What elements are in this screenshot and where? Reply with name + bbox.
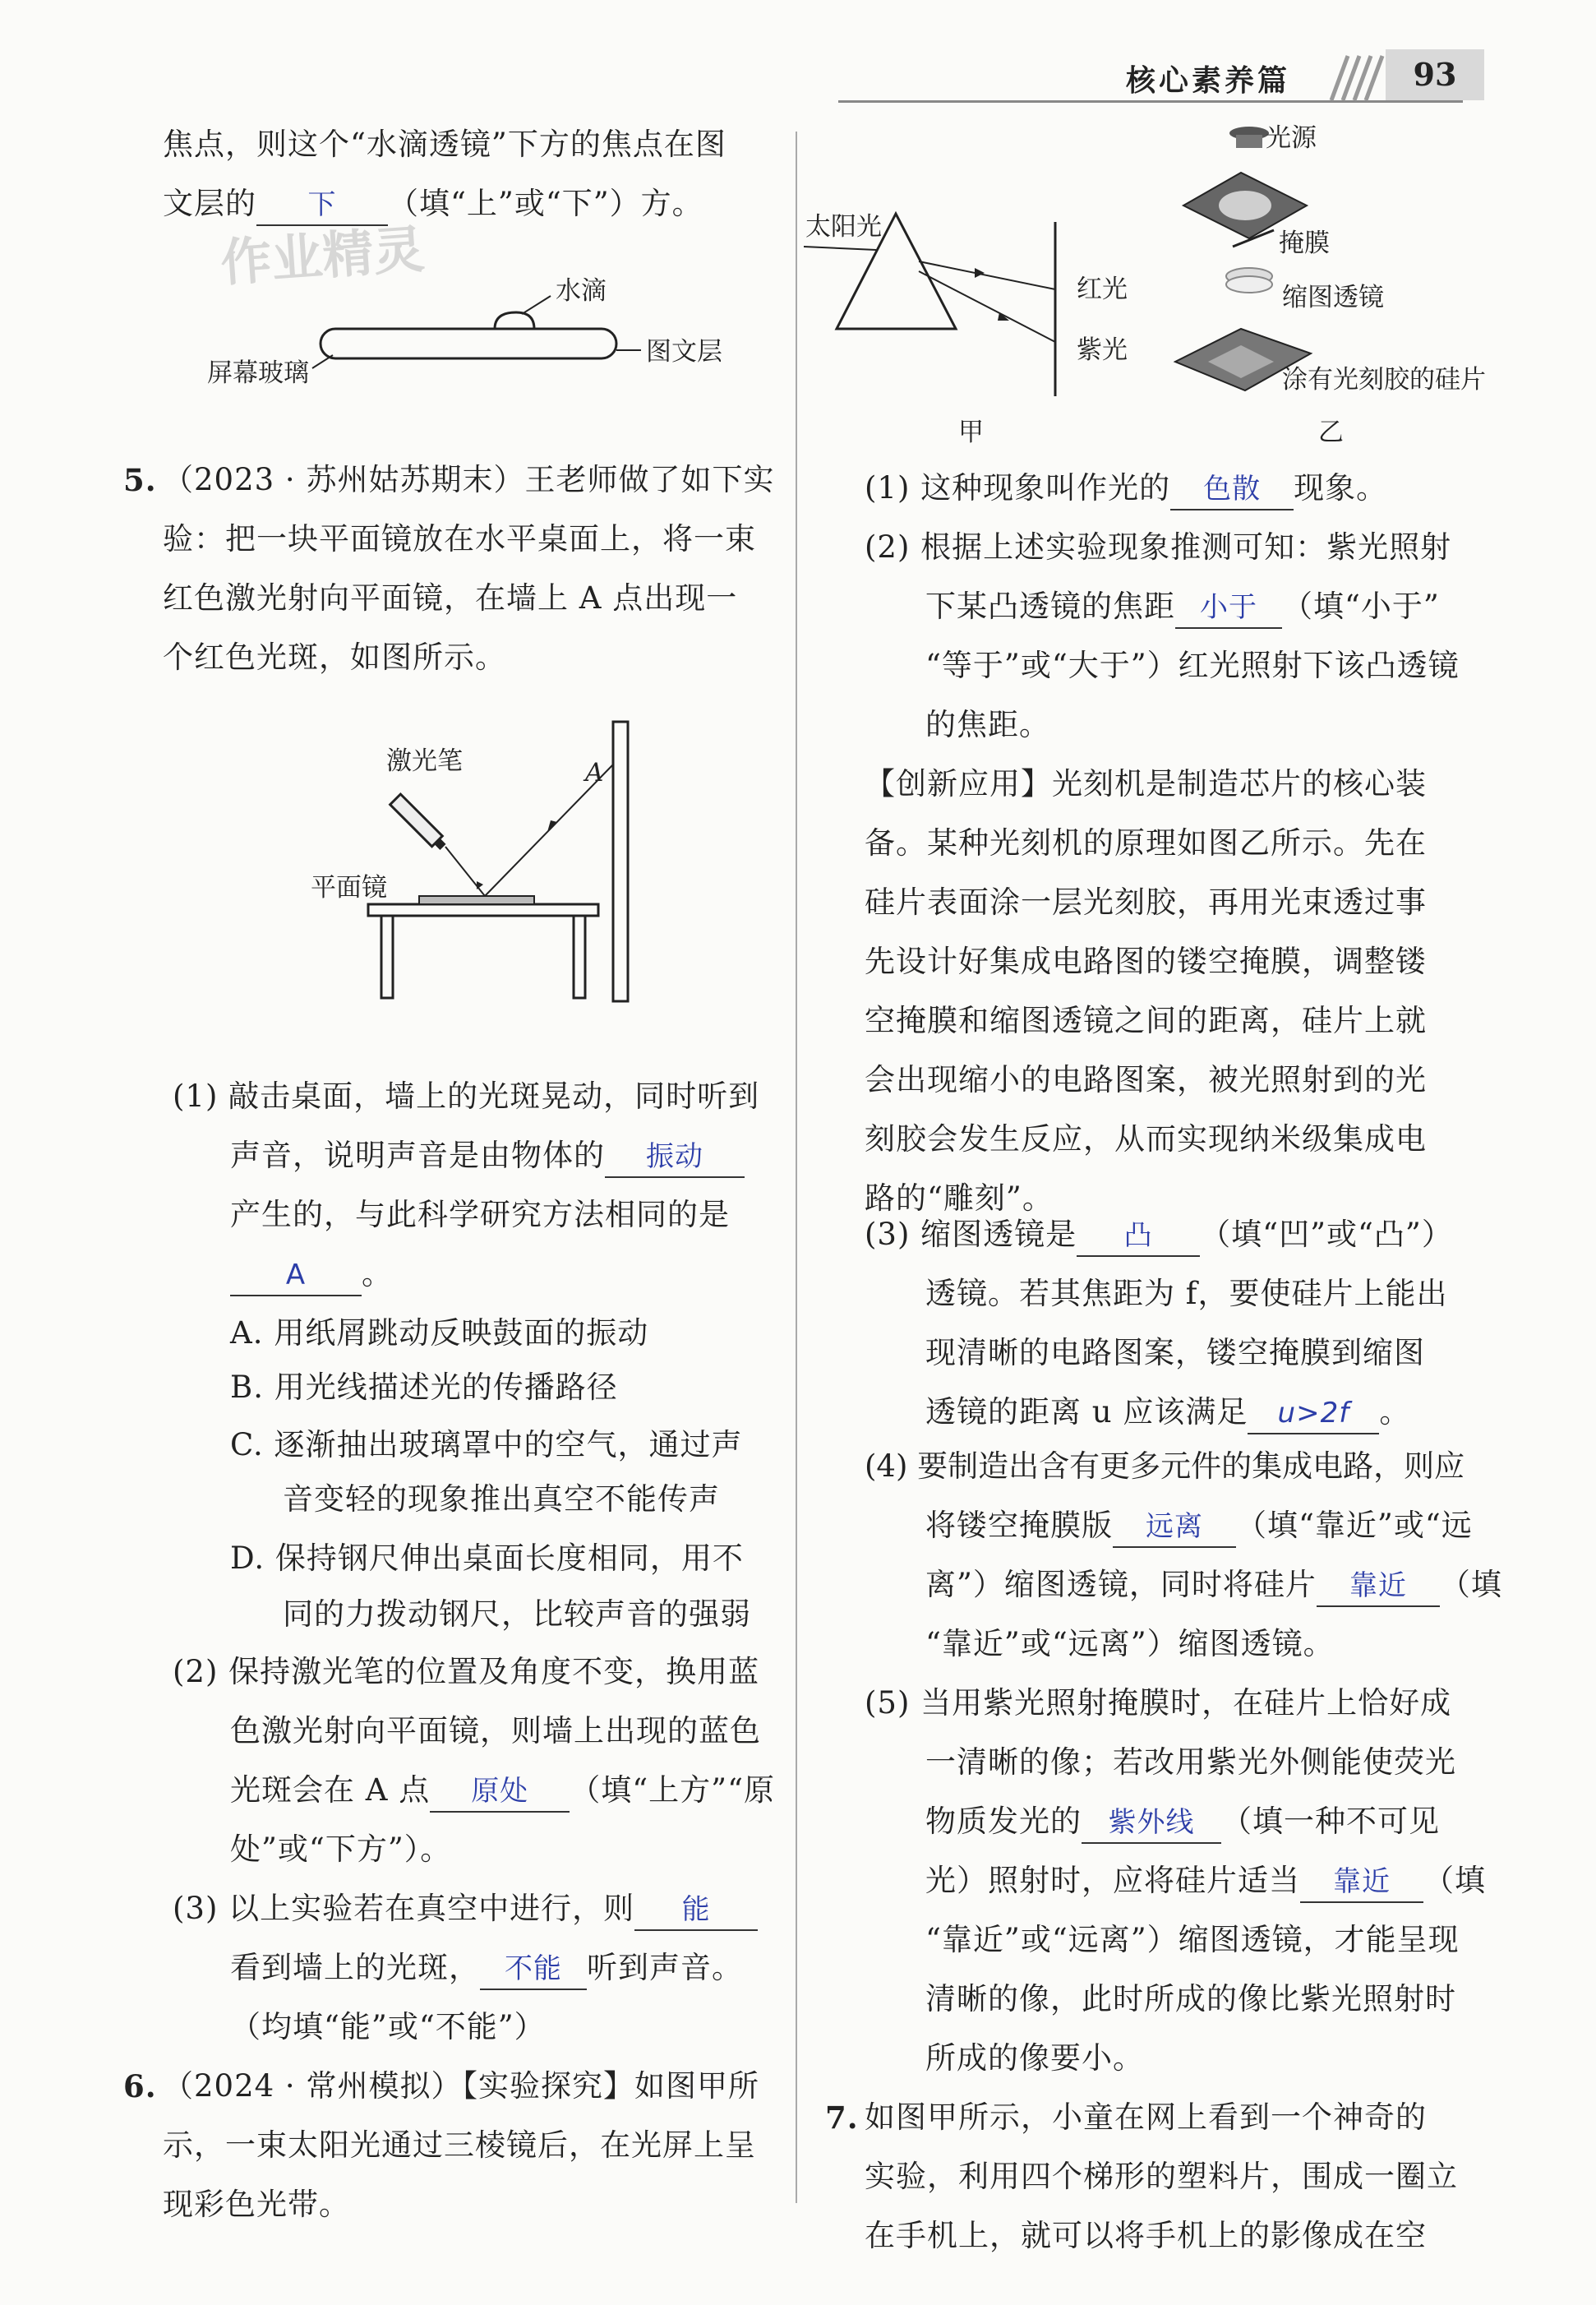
q6-5-line-5: “靠近”或“远离”）缩图透镜，才能呈现 bbox=[925, 1922, 1460, 1957]
label-layer: 图文层 bbox=[646, 337, 722, 367]
option-b: B. 用光线描述光的传播路径 bbox=[230, 1370, 618, 1405]
q6-5-line-4: 光）照射时，应将硅片适当 靠近 （填 bbox=[925, 1861, 1486, 1903]
option-a: A. 用纸屑跳动反映鼓面的振动 bbox=[230, 1315, 649, 1351]
q5-line-3: 红色激光射向平面镜，在墙上 A 点出现一 bbox=[163, 580, 738, 616]
q5-line-2: 验：把一块平面镜放在水平桌面上，将一束 bbox=[163, 521, 756, 557]
q6-number: 6. bbox=[123, 2068, 157, 2104]
caption-jia: 甲 bbox=[958, 418, 984, 447]
q6-3-line-2: 透镜。若其焦距为 f，要使硅片上能出 bbox=[925, 1276, 1448, 1311]
q5-2-line-1: (2) 保持激光笔的位置及角度不变，换用蓝 bbox=[173, 1654, 760, 1689]
page-number: 93 bbox=[1413, 56, 1457, 93]
answer-5-3-a: 能 bbox=[681, 1893, 711, 1926]
q6-3-line-1: (3) 缩图透镜是 凸 （填“凹”或“凸”） bbox=[865, 1215, 1453, 1257]
q6-5-line-3: 物质发光的 紫外线 （填一种不可见 bbox=[925, 1802, 1440, 1844]
q6-5-line-2: 一清晰的像；若改用紫光外侧能使荧光 bbox=[925, 1744, 1456, 1780]
label-laser-pen: 激光笔 bbox=[386, 746, 463, 776]
q7-number: 7. bbox=[825, 2099, 859, 2136]
answer-6-5-b: 靠近 bbox=[1333, 1865, 1391, 1898]
header-section-title: 核心素养篇 bbox=[1126, 64, 1291, 98]
q6-2-line-1: (2) 根据上述实验现象推测可知：紫光照射 bbox=[865, 529, 1452, 565]
intro-line-2: 文层的 下 （填“上”或“下”）方。 bbox=[163, 184, 703, 226]
q5-2-line-2: 色激光射向平面镜，则墙上出现的蓝色 bbox=[230, 1713, 761, 1748]
label-red-light: 红光 bbox=[1077, 275, 1128, 304]
q6-line-2: 示，一束太阳光通过三棱镜后，在光屏上呈 bbox=[163, 2127, 756, 2163]
page-header bbox=[838, 49, 1479, 105]
q5-1-line-1: (1) 敲击桌面，墙上的光斑晃动，同时听到 bbox=[173, 1079, 760, 1114]
q5-3-line-2: 看到墙上的光斑， 不能 听到声音。 bbox=[230, 1948, 743, 1990]
q7-line-3: 在手机上，就可以将手机上的影像成在空 bbox=[865, 2218, 1427, 2253]
q6-3-line-3: 现清晰的电路图案，镂空掩膜到缩图 bbox=[925, 1335, 1425, 1370]
watermark: 作业精灵 bbox=[219, 219, 427, 293]
q6-4-line-3: 离”）缩图透镜，同时将硅片 靠近 （填 bbox=[925, 1565, 1502, 1607]
q5-1-line-4: A 。 bbox=[230, 1254, 393, 1296]
label-point-a: A bbox=[585, 758, 604, 788]
innovation-line-2: 备。某种光刻机的原理如图乙所示。先在 bbox=[865, 825, 1427, 861]
q5-line-1: （2023 · 苏州姑苏期末）王老师做了如下实 bbox=[163, 462, 775, 497]
label-glass: 屏幕玻璃 bbox=[207, 358, 309, 388]
innovation-line-7: 刻胶会发生反应，从而实现纳米级集成电 bbox=[865, 1121, 1427, 1157]
q6-line-1: （2024 · 常州模拟）【实验探究】如图甲所 bbox=[163, 2068, 759, 2104]
q5-3-line-1: (3) 以上实验若在真空中进行，则 能 bbox=[173, 1889, 758, 1931]
label-light-source: 光源 bbox=[1266, 123, 1317, 153]
q6-5-line-6: 清晰的像，此时所成的像比紫光照射时 bbox=[925, 1981, 1456, 2016]
answer-6-3-b: u>2f bbox=[1277, 1397, 1350, 1430]
label-mask: 掩膜 bbox=[1279, 229, 1330, 258]
answer-5-1-a: 振动 bbox=[646, 1140, 703, 1173]
q7-line-2: 实验，利用四个梯形的塑料片，围成一圈立 bbox=[865, 2159, 1458, 2194]
q5-1-line-2: 声音，说明声音是由物体的 振动 bbox=[230, 1136, 745, 1178]
innovation-line-8: 路的“雕刻”。 bbox=[865, 1180, 1054, 1216]
answer-6-4-b: 靠近 bbox=[1349, 1569, 1407, 1602]
option-c-cont: 音变轻的现象推出真空不能传声 bbox=[283, 1481, 720, 1517]
q5-2-line-4: 处”或“下方”）。 bbox=[230, 1832, 452, 1867]
intro-line-1: 焦点，则这个“水滴透镜”下方的焦点在图 bbox=[163, 127, 727, 162]
header-stripes bbox=[1323, 54, 1389, 102]
q6-2-line-4: 的焦距。 bbox=[925, 707, 1050, 742]
innovation-line-3: 硅片表面涂一层光刻胶，再用光束透过事 bbox=[865, 885, 1427, 920]
option-d-cont: 同的力拨动钢尺，比较声音的强弱 bbox=[283, 1596, 751, 1632]
caption-yi: 乙 bbox=[1318, 418, 1344, 447]
answer-intro: 下 bbox=[307, 188, 337, 221]
q6-4-line-4: “靠近”或“远离”）缩图透镜。 bbox=[925, 1626, 1335, 1661]
answer-6-2: 小于 bbox=[1200, 591, 1257, 624]
label-sunlight: 太阳光 bbox=[805, 212, 882, 242]
q6-line-3: 现彩色光带。 bbox=[163, 2187, 350, 2222]
label-wafer: 涂有光刻胶的硅片 bbox=[1282, 365, 1486, 395]
q6-5-line-7: 所成的像要小。 bbox=[925, 2040, 1144, 2076]
q6-2-line-2: 下某凸透镜的焦距 小于 （填“小于” bbox=[925, 587, 1440, 629]
answer-6-3-a: 凸 bbox=[1123, 1219, 1153, 1252]
answer-6-5-a: 紫外线 bbox=[1108, 1806, 1195, 1839]
innovation-line-6: 会出现缩小的电路图案，被光照射到的光 bbox=[865, 1062, 1427, 1097]
answer-5-1-b: A bbox=[285, 1259, 307, 1291]
q6-4-line-2: 将镂空掩膜版 远离 （填“靠近”或“远 bbox=[925, 1506, 1473, 1548]
innovation-line-5: 空掩膜和缩图透镜之间的距离，硅片上就 bbox=[865, 1003, 1427, 1038]
q5-2-line-3: 光斑会在 A 点 原处 （填“上方”“原 bbox=[230, 1771, 775, 1813]
q7-line-1: 如图甲所示，小童在网上看到一个神奇的 bbox=[865, 2099, 1427, 2135]
innovation-line-4: 先设计好集成电路图的镂空掩膜，调整镂 bbox=[865, 944, 1427, 979]
q5-3-line-3: （均填“能”或“不能”） bbox=[230, 2009, 546, 2044]
q6-1-line: (1) 这种现象叫作光的 色散 现象。 bbox=[865, 469, 1387, 510]
column-divider bbox=[796, 132, 797, 2203]
q6-5-line-1: (5) 当用紫光照射掩膜时，在硅片上恰好成 bbox=[865, 1685, 1452, 1721]
innovation-line-1: 【创新应用】光刻机是制造芯片的核心装 bbox=[865, 766, 1427, 801]
label-water: 水滴 bbox=[556, 276, 607, 306]
label-reduction-lens: 缩图透镜 bbox=[1282, 283, 1384, 312]
answer-5-3-b: 不能 bbox=[505, 1952, 562, 1985]
page-number-box bbox=[1386, 49, 1484, 100]
q6-4-line-1: (4) 要制造出含有更多元件的集成电路，则应 bbox=[865, 1448, 1465, 1484]
q5-line-4: 个红色光斑，如图所示。 bbox=[163, 640, 506, 675]
option-c: C. 逐渐抽出玻璃罩中的空气，通过声 bbox=[230, 1427, 743, 1462]
q6-2-line-3: “等于”或“大于”）红光照射下该凸透镜 bbox=[925, 648, 1460, 683]
label-mirror: 平面镜 bbox=[311, 873, 387, 903]
q5-1-line-3: 产生的，与此科学研究方法相同的是 bbox=[230, 1197, 730, 1232]
q6-3-line-4: 透镜的距离 u 应该满足 u>2f 。 bbox=[925, 1393, 1410, 1434]
answer-6-1: 色散 bbox=[1203, 473, 1262, 506]
label-purple-light: 紫光 bbox=[1077, 335, 1128, 365]
answer-6-4-a: 远离 bbox=[1146, 1510, 1203, 1543]
option-d: D. 保持钢尺伸出桌面长度相同，用不 bbox=[230, 1541, 744, 1576]
q5-number: 5. bbox=[123, 462, 157, 498]
answer-5-2: 原处 bbox=[471, 1775, 529, 1808]
watermark-2 bbox=[296, 1302, 542, 1360]
